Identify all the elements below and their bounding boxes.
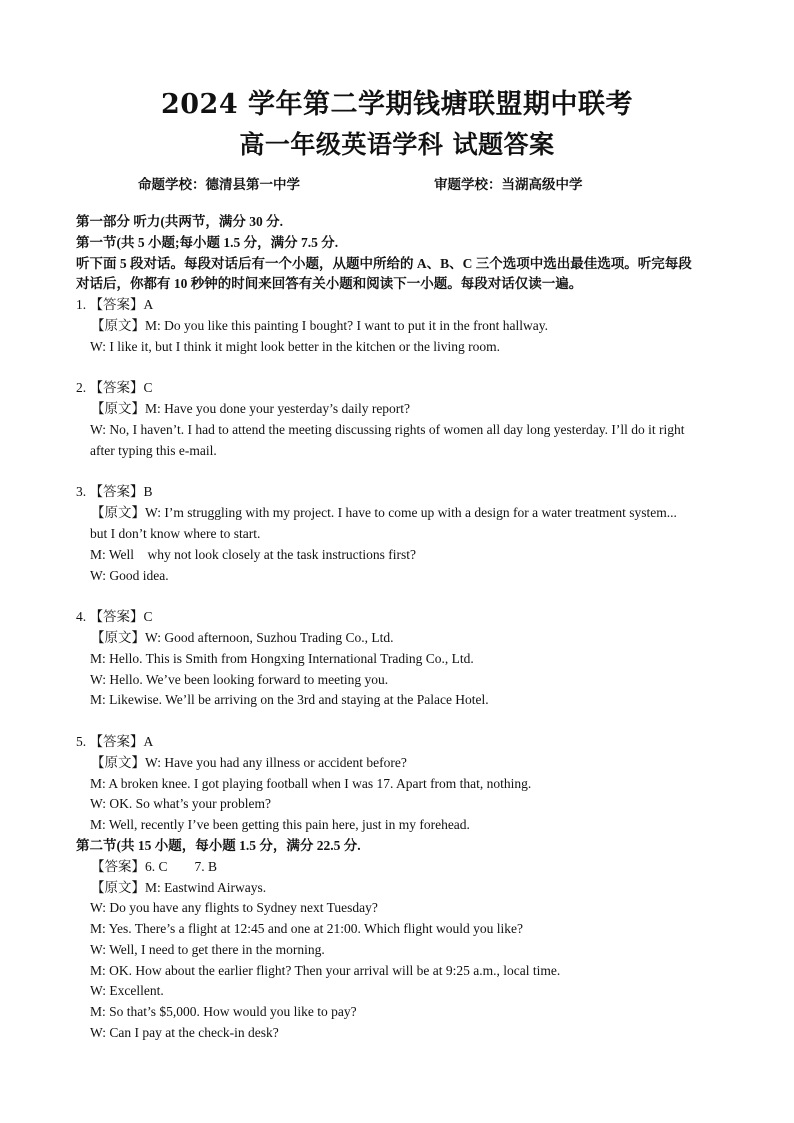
transcript-line: M: OK. How about the earlier flight? Then your arrival will be at 9:25 a.m., local time. (90, 962, 561, 978)
transcript-line: 【原文】W: Good afternoon, Suzhou Trading Co., Ltd. (91, 629, 394, 645)
transcript-line: 【原文】M: Do you like this painting I bought? I want to put it in the front hallway. (91, 317, 548, 333)
answer-line: 4. 【答案】C (76, 609, 153, 625)
transcript-line: M: Yes. There’s a flight at 12:45 and one at 21:00. Which flight would you like? (90, 921, 523, 937)
section1-heading: 第一节(共 5 小题;每小题 1.5 分，满分 7.5 分. (76, 234, 339, 250)
transcript-line: M: Well, recently I’ve been getting this pain here, just in my forehead. (90, 817, 470, 833)
transcript-line: M: Hello. This is Smith from Hongxing International Trading Co., Ltd. (90, 650, 474, 666)
transcript-line: W: Excellent. (90, 983, 164, 999)
transcript-line: W: Can I pay at the check-in desk? (90, 1025, 279, 1041)
answer-line: 【答案】6. C 7. B (91, 858, 218, 874)
transcript-line: 【原文】W: I’m struggling with my project. I have to come up with a design for a water treatment system... (91, 505, 677, 521)
spacer (76, 586, 726, 607)
transcript-line: M: So that’s $5,000. How would you like to pay? (90, 1004, 357, 1020)
transcript-line: W: Do you have any flights to Sydney next Tuesday? (90, 900, 378, 916)
answer-line: 2. 【答案】C (76, 380, 153, 396)
transcript-line: M: Well why not look closely at the task instructions first? (90, 546, 416, 562)
instructions-line: 对话后，你都有 10 秒钟的时间来回答有关小题和阅读下一小题。每段对话仅读一遍。 (76, 276, 583, 292)
part1-heading: 第一部分 听力(共两节，满分 30 分. (76, 214, 283, 229)
setter-school: 命题学校：德清县第一中学 (138, 177, 300, 193)
transcript-line: W: Hello. We’ve been looking forward to meeting you. (90, 671, 389, 687)
page-subtitle: 高一年级英语学科 试题答案 (239, 130, 555, 159)
transcript-line: W: I like it, but I think it might look better in the kitchen or the living room. (90, 338, 501, 354)
spacer (76, 462, 726, 483)
transcript-line: M: A broken knee. I got playing football when I was 17. Apart from that, nothing. (90, 775, 532, 791)
transcript-line: W: OK. So what’s your problem? (90, 796, 271, 812)
content-body (76, 212, 726, 1044)
answer-line: 1. 【答案】A (76, 297, 154, 313)
transcript-line: 【原文】M: Eastwind Airways. (91, 879, 267, 895)
spacer (76, 711, 726, 732)
transcript-line: 【原文】M: Have you done your yesterday’s daily report? (91, 401, 411, 417)
spacer (76, 358, 726, 379)
school-info (0, 173, 794, 193)
transcript-line: after typing this e-mail. (90, 442, 217, 458)
page-title: 2024 学年第二学期钱塘联盟期中联考 (160, 89, 634, 120)
answer-line: 3. 【答案】B (76, 484, 153, 500)
transcript-line: W: Good idea. (90, 567, 169, 583)
transcript-line: W: No, I haven’t. I had to attend the meeting discussing rights of women all day long yesterday. I’ll do it right (90, 421, 685, 437)
transcript-line: W: Well, I need to get there in the morning. (90, 941, 325, 957)
section2-heading: 第二节(共 15 小题，每小题 1.5 分，满分 22.5 分. (76, 837, 361, 853)
transcript-line: but I don’t know where to start. (90, 525, 261, 541)
transcript-line: 【原文】W: Have you had any illness or accident before? (91, 754, 407, 770)
answer-line: 5. 【答案】A (76, 733, 154, 749)
reviewer-school: 审题学校：当湖高级中学 (434, 177, 583, 193)
transcript-line: M: Likewise. We’ll be arriving on the 3rd and staying at the Palace Hotel. (90, 692, 489, 708)
instructions-line: 听下面 5 段对话。每段对话后有一个小题，从题中所给的 A、B、C 三个选项中选出最佳选项。听完每段 (76, 255, 692, 271)
